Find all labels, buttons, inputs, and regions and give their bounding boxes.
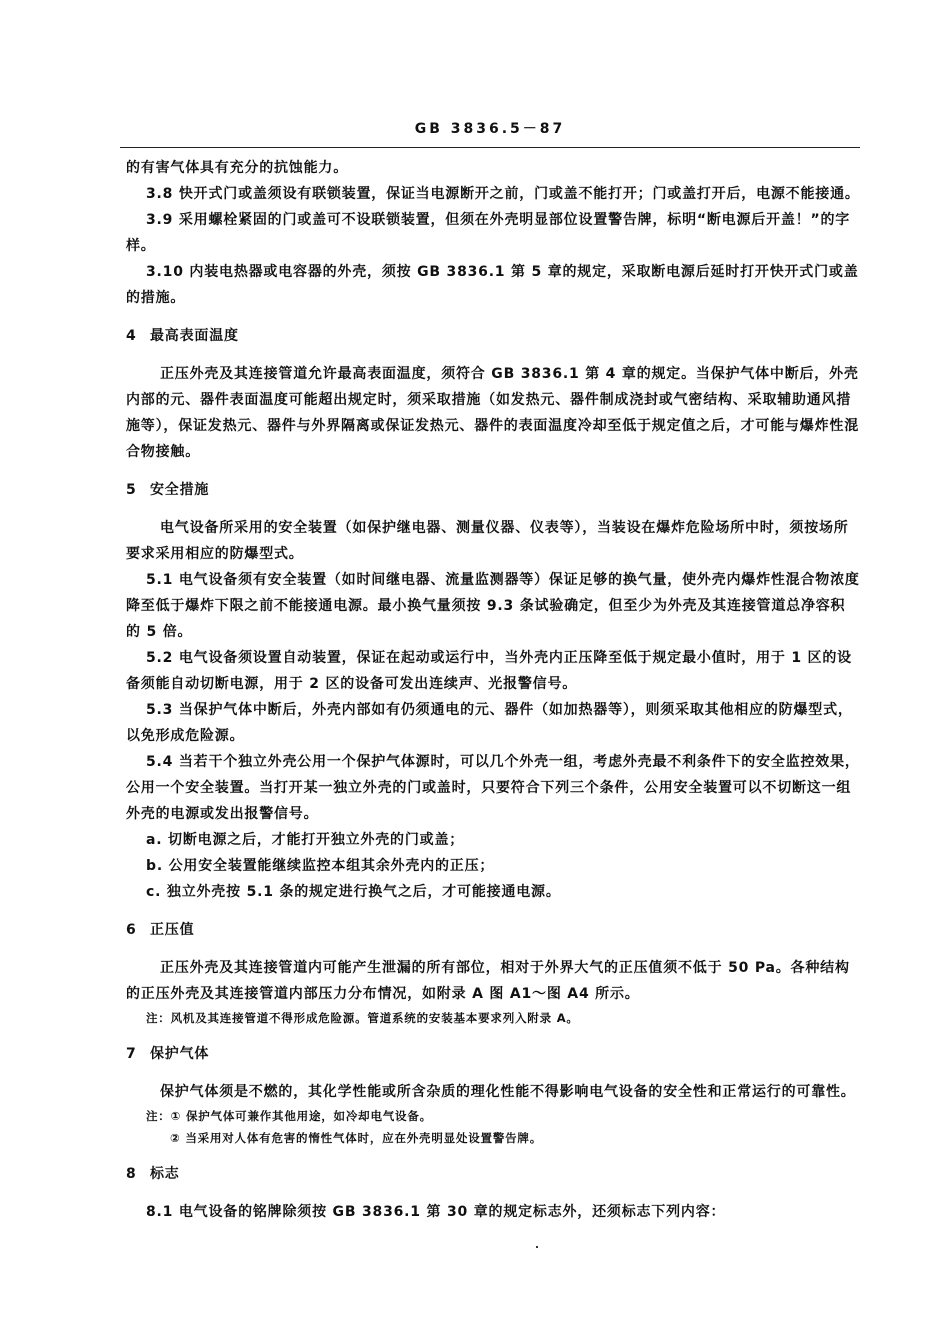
section-4-heading xyxy=(126,323,860,349)
page-header: GB 3836.5－87 xyxy=(414,121,566,137)
document-body xyxy=(126,155,860,1225)
paragraph-continued: 的有害气体具有充分的抗蚀能力。 xyxy=(126,160,348,176)
section-number: 4 xyxy=(126,328,137,344)
section-7-text: 保护气体须是不燃的，其化学性能或所含杂质的理化性能不得影响电气设备的安全性和正常运行的可靠性。 xyxy=(160,1084,856,1100)
section-number: 5 xyxy=(126,482,137,498)
header-rule xyxy=(120,147,860,148)
list-item-b: b. 公用安全装置能继续监控本组其余外壳内的正压； xyxy=(146,858,495,874)
scan-speck xyxy=(536,1246,538,1248)
clause-8-1: 8.1 电气设备的铭牌除须按 GB 3836.1 第 30 章的规定标志外，还须标志下列内容： xyxy=(146,1204,726,1220)
clause-3-10: 3.10 内装电热器或电容器的外壳，须按 GB 3836.1 第 5 章的规定，采取断电源后延时打开快开式门或盖的措施。 xyxy=(126,264,859,306)
clause-5-4: 5.4 当若干个独立外壳公用一个保护气体源时，可以几个外壳一组，考虑外壳最不利条件下的安全监控效果，公用一个安全装置。当打开某一独立外壳的门或盖时，只要符合下列三个条件，公用安全装置可以不切断这一组外壳的电源或发出报警信号。 xyxy=(126,754,860,822)
clause-3-8: 3.8 快开式门或盖须设有联锁装置，保证当电源断开之前，门或盖不能打开；门或盖打开后，电源不能接通。 xyxy=(146,186,860,202)
list-item-c: c. 独立外壳按 5.1 条的规定进行换气之后，才可能接通电源。 xyxy=(146,884,561,900)
clause-5-1: 5.1 电气设备须有安全装置（如时间继电器、流量监测器等）保证足够的换气量，使外壳内爆炸性混合物浓度降至低于爆炸下限之前不能接通电源。最小换气量须按 9.3 条试验确定，但至少为外壳及其连接管道总净容积的 5 倍。 xyxy=(126,572,860,640)
section-title: 保护气体 xyxy=(150,1046,210,1062)
section-7-heading xyxy=(126,1041,860,1067)
section-number: 7 xyxy=(126,1046,137,1062)
section-8-heading xyxy=(126,1161,860,1187)
clause-3-9: 3.9 采用螺栓紧固的门或盖可不设联锁装置，但须在外壳明显部位设置警告牌，标明“断电源后开盖！”的字样。 xyxy=(126,212,851,254)
list-item-a: a. 切断电源之后，才能打开独立外壳的门或盖； xyxy=(146,832,465,848)
section-6-heading xyxy=(126,917,860,943)
section-6-text: 正压外壳及其连接管道内可能产生泄漏的所有部位，相对于外界大气的正压值须不低于 50 Pa。各种结构的正压外壳及其连接管道内部压力分布情况，如附录 A 图 A1～图 A4 所示。 xyxy=(126,960,850,1002)
clause-5-2: 5.2 电气设备须设置自动装置，保证在起动或运行中，当外壳内正压降至低于规定最小值时，用于 1 区的设备须能自动切断电源，用于 2 区的设备可发出连续声、光报警信号。 xyxy=(126,650,852,692)
section-number: 8 xyxy=(126,1166,137,1182)
section-title: 正压值 xyxy=(150,922,195,938)
section-title: 标志 xyxy=(150,1166,180,1182)
section-number: 6 xyxy=(126,922,137,938)
section-title: 最高表面温度 xyxy=(150,328,239,344)
section-6-note: 注：风机及其连接管道不得形成危险源。管道系统的安装基本要求列入附录 A。 xyxy=(146,1011,579,1025)
section-5-intro: 电气设备所采用的安全装置（如保护继电器、测量仪器、仪表等），当装设在爆炸危险场所中时，须按场所要求采用相应的防爆型式。 xyxy=(126,520,849,562)
section-7-note-1: 注：① 保护气体可兼作其他用途，如冷却电气设备。 xyxy=(146,1109,432,1123)
section-7-note-2: ② 当采用对人体有危害的惰性气体时，应在外壳明显处设置警告牌。 xyxy=(170,1131,543,1145)
section-5-heading xyxy=(126,477,860,503)
section-title: 安全措施 xyxy=(150,482,210,498)
section-4-text: 正压外壳及其连接管道允许最高表面温度，须符合 GB 3836.1 第 4 章的规定。当保护气体中断后，外壳内部的元、器件表面温度可能超出规定时，须采取措施（如发热元、器件制成浇封或气密结构、采取辅助通风措施等），保证发热元、器件与外界隔离或保证发热元、器件的表面温度冷却至低于规定值之后，才可能与爆炸性混合物接触。 xyxy=(126,366,859,460)
clause-5-3: 5.3 当保护气体中断后，外壳内部如有仍须通电的元、器件（如加热器等），则须采取其他相应的防爆型式，以免形成危险源。 xyxy=(126,702,853,744)
